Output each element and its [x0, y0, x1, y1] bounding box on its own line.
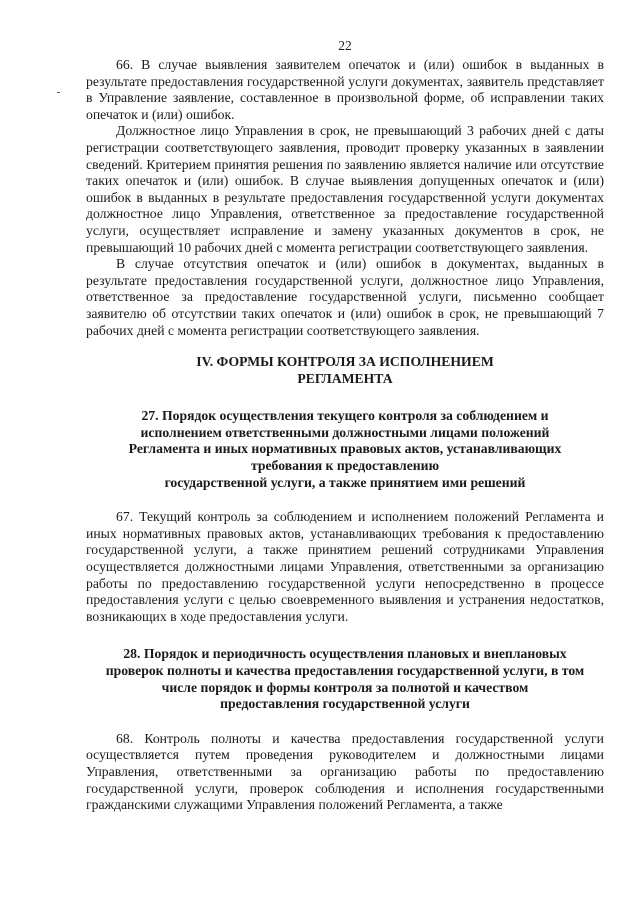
section-heading: [86, 354, 604, 387]
paragraph-66-review: Должностное лицо Управления в срок, не превышающий 3 рабочих дней с даты регистрации соответствующего заявления, проводит проверку указанных в заявлении сведений. Критерием принятия решения по заявлению является наличие или отсутствие таких опечаток и (или) ошибок. В случае выявления допущенных опечаток и (или) ошибок в выданных в результате предоставления государственной услуги документах должностное лицо Управления, ответственное за предоставление государственной услуги, осуществляет исправление и замену указанных документов в срок, не превышающий 10 рабочих дней с момента регистрации соответствующего заявления.: [86, 123, 604, 255]
subsection-27-line: требования к предоставлению: [250, 458, 440, 474]
paragraph-66: 66. В случае выявления заявителем опечаток и (или) ошибок в выданных в результате предоставления государственной услуги документах, заявитель представляет в Управление заявление, составленное в произвольной форме, об исправлении таких опечаток и (или) ошибок.: [86, 57, 604, 122]
page-number: 22: [338, 38, 352, 53]
subsection-28-heading: [86, 646, 604, 712]
subsection-27-line: 27. Порядок осуществления текущего контроля за соблюдением и: [141, 408, 549, 424]
paragraph-67: 67. Текущий контроль за соблюдением и исполнением положений Регламента и иных нормативных правовых актов, устанавливающих требования к предоставлению государственной услуги, а также принятием решений сотрудниками Управления осуществляется должностными лицами Управления, ответственными за организацию работы по предоставлению государственной услуги непосредственно в процессе предоставления услуги с целью своевременного выявления и устранения недостатков, возникающих в ходе предоставления услуги.: [86, 509, 604, 624]
subsection-28-line: предоставления государственной услуги: [220, 696, 470, 712]
paragraph-68: 68. Контроль полноты и качества предоставления государственной услуги осуществляется путем проведения руководителем и должностными лицами Управления, ответственными за организацию работы по предоставлению государственной услуги, проверок соблюдения и исполнения государственными гражданскими служащими Управления положений Регламента, а также: [86, 730, 604, 813]
subsection-27-line: исполнением ответственными должностными лицами положений: [140, 424, 550, 440]
subsection-27-heading: [86, 408, 604, 491]
paragraph-66-absence: В случае отсутствия опечаток и (или) ошибок в документах, выданных в результате предоставления государственной услуги, должностное лицо Управления, ответственное за предоставление государственной услуги, письменно сообщает заявителю об отсутствии таких опечаток и (или) ошибок в срок, не превышающий 7 рабочих дней с момента регистрации соответствующего заявления.: [86, 256, 604, 338]
subsection-28-line: 28. Порядок и периодичность осуществления плановых и внеплановых: [123, 646, 567, 662]
margin-mark: [57, 92, 60, 93]
section-heading-line1: IV. ФОРМЫ КОНТРОЛЯ ЗА ИСПОЛНЕНИЕМ: [196, 354, 494, 370]
subsection-27-line: Регламента и иных нормативных правовых актов, устанавливающих: [128, 441, 562, 457]
subsection-28-line: числе порядок и формы контроля за полнотой и качеством: [161, 679, 529, 695]
subsection-27-line: государственной услуги, а также принятием ими решений: [164, 474, 526, 490]
section-heading-line2: РЕГЛАМЕНТА: [297, 370, 393, 386]
subsection-28-line: проверок полноты и качества предоставления государственной услуги, в том: [105, 663, 585, 678]
